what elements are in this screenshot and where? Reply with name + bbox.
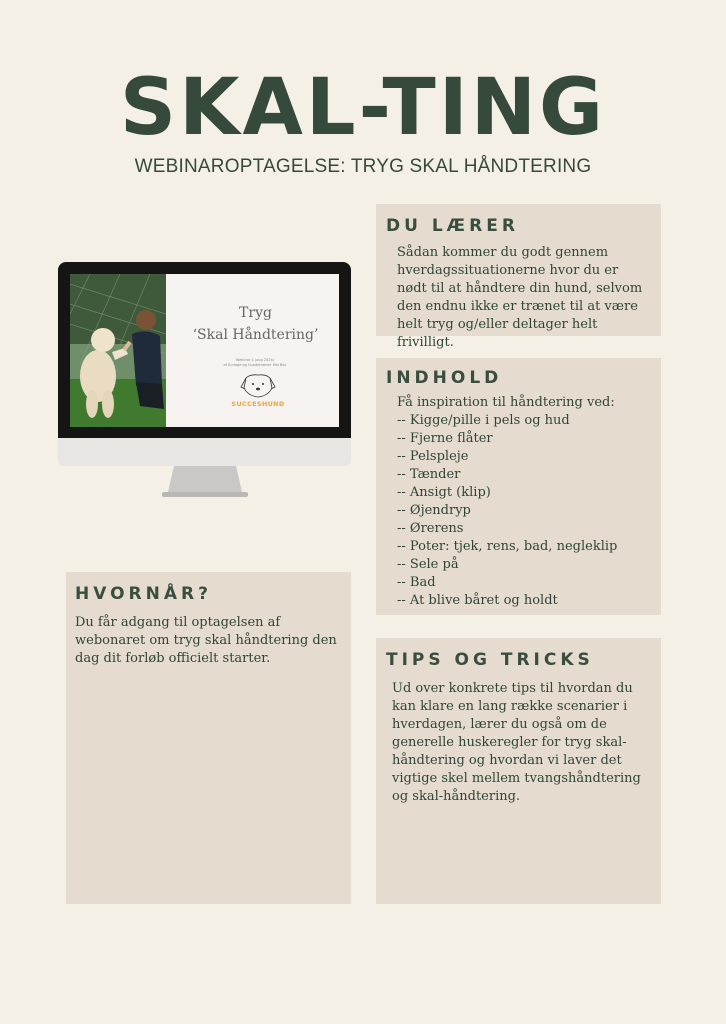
slide-caption-line2: af Eurlage og Hundetræner Mai Bay: [223, 363, 287, 367]
logo-text: SUCCESHUND: [231, 400, 285, 408]
dog-training-photo: [70, 274, 166, 427]
slide-title: [178, 302, 333, 346]
slide-caption-line1: Webinar 4 (aug 2024): [235, 358, 275, 362]
list-item: -- Kigge/pille i pels og hud: [397, 413, 570, 428]
du-laerer-text: Sådan kommer du godt gennem hverdagssituationerne hvor du er nødt til at håndtere din hund, selvom den endnu ikke er trænet til at være helt tryg og/eller deltager helt frivilligt.: [397, 245, 643, 350]
indhold-intro: Få inspiration til håndtering ved:: [397, 395, 615, 410]
list-item: -- Ansigt (klip): [397, 485, 491, 500]
hvornaar-box: [66, 572, 351, 904]
list-item: -- Bad: [397, 575, 436, 590]
monitor-stand: [160, 466, 250, 498]
tips-heading: TIPS OG TRICKS: [386, 650, 594, 670]
page-title: SKAL-TING: [119, 63, 607, 153]
slide-title-line1: Tryg: [239, 305, 272, 321]
monitor-chin: [58, 438, 351, 466]
indhold-list: [386, 412, 651, 610]
slide-caption: [190, 358, 320, 368]
webinar-slide: [70, 274, 339, 427]
list-item: -- Tænder: [397, 467, 461, 482]
slide-title-line2: ‘Skal Håndtering’: [192, 327, 319, 343]
page-subtitle: WEBINAROPTAGELSE: TRYG SKAL HÅNDTERING: [134, 156, 592, 177]
indhold-box: [376, 358, 661, 615]
dog-logo-icon: [228, 372, 288, 400]
list-item: -- Ørerens: [397, 521, 464, 536]
succeshund-logo: [228, 372, 288, 414]
hvornaar-heading: HVORNÅR?: [75, 584, 212, 604]
list-item: -- Poter: tjek, rens, bad, negleklip: [397, 539, 618, 554]
list-item: -- Fjerne flåter: [397, 431, 493, 446]
tips-box: [376, 638, 661, 904]
hvornaar-text: Du får adgang til optagelsen af webonaret om tryg skal håndtering den dag dit forløb officielt starter.: [75, 615, 337, 666]
monitor-illustration: [58, 262, 351, 498]
monitor-screen-frame: [58, 262, 351, 438]
indhold-heading: INDHOLD: [386, 368, 503, 388]
list-item: -- Sele på: [397, 557, 459, 572]
tips-text: Ud over konkrete tips til hvordan du kan klare en lang række scenarier i hverdagen, lærer du også om de generelle huskeregler for tryg skal-håndtering og hvordan vi laver det vigtige skel mellem tvangshåndtering og skal-håndtering.: [392, 681, 641, 804]
list-item: -- Pelspleje: [397, 449, 469, 464]
du-laerer-box: [376, 204, 661, 350]
du-laerer-heading: DU LÆRER: [386, 216, 519, 236]
list-item: -- Øjendryp: [397, 503, 471, 518]
list-item: -- At blive båret og holdt: [397, 593, 558, 608]
